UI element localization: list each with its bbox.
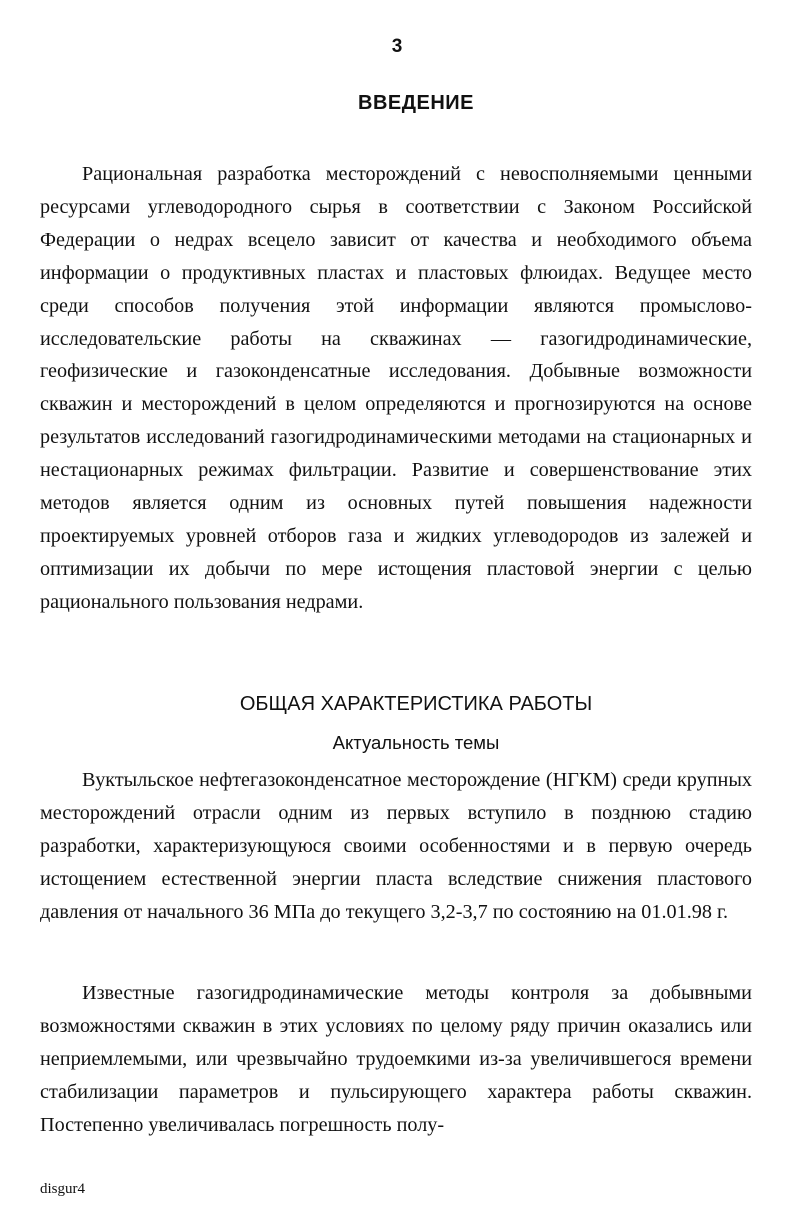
introduction-heading: ВВЕДЕНИЕ	[358, 92, 474, 114]
actuality-paragraph: Вуктыльское нефтегазоконденсатное месторождение (НГКМ) среди крупных месторождений отрасли одним из первых вступило в позднюю стадию разработки, характеризующуюся своими особенностями и в первую очередь истощением естественной энергии пласта вследствие снижения пластового давления от начального 36 МПа до текущего 3,2-3,7 по состоянию на 01.01.98 г.	[40, 769, 752, 923]
page-number: 3	[391, 36, 403, 57]
introduction-paragraph: Рациональная разработка месторождений с невосполняемыми ценными ресурсами углеводородного сырья в соответствии с Законом Российской Федерации о недрах всецело зависит от качества и необходимого объема информации о продуктивных пластах и пластовых флюидах. Ведущее место среди способов получения этой информации являются промыслово-исследовательские работы на скважинах — газогидродинамические, геофизические и газоконденсатные исследования. Добывные возможности скважин и месторождений в целом определяются и прогнозируются на основе результатов исследований газогидродинамическими методами на стационарных и нестационарных режимах фильтрации. Развитие и совершенствование этих методов является одним из основных путей повышения надежности проектируемых уровней отборов газа и жидких углеводородов из залежей и оптимизации их добычи по мере истощения пластовой энергии с целью рационального пользования недрами.	[40, 163, 752, 613]
methods-paragraph: Известные газогидродинамические методы контроля за добывными возможностями скважин в этих условиях по целому ряду причин оказались или неприемлемыми, или чрезвычайно трудоемкими из-за увеличившегося времени стабилизации параметров и пульсирующего характера работы скважин. Постепенно увеличивалась погрешность полу-	[40, 982, 752, 1136]
actuality-subheading: Актуальность темы	[332, 732, 500, 753]
general-characteristics-heading: ОБЩАЯ ХАРАКТЕРИСТИКА РАБОТЫ	[239, 693, 593, 715]
footer-label: disgur4	[40, 1181, 85, 1197]
